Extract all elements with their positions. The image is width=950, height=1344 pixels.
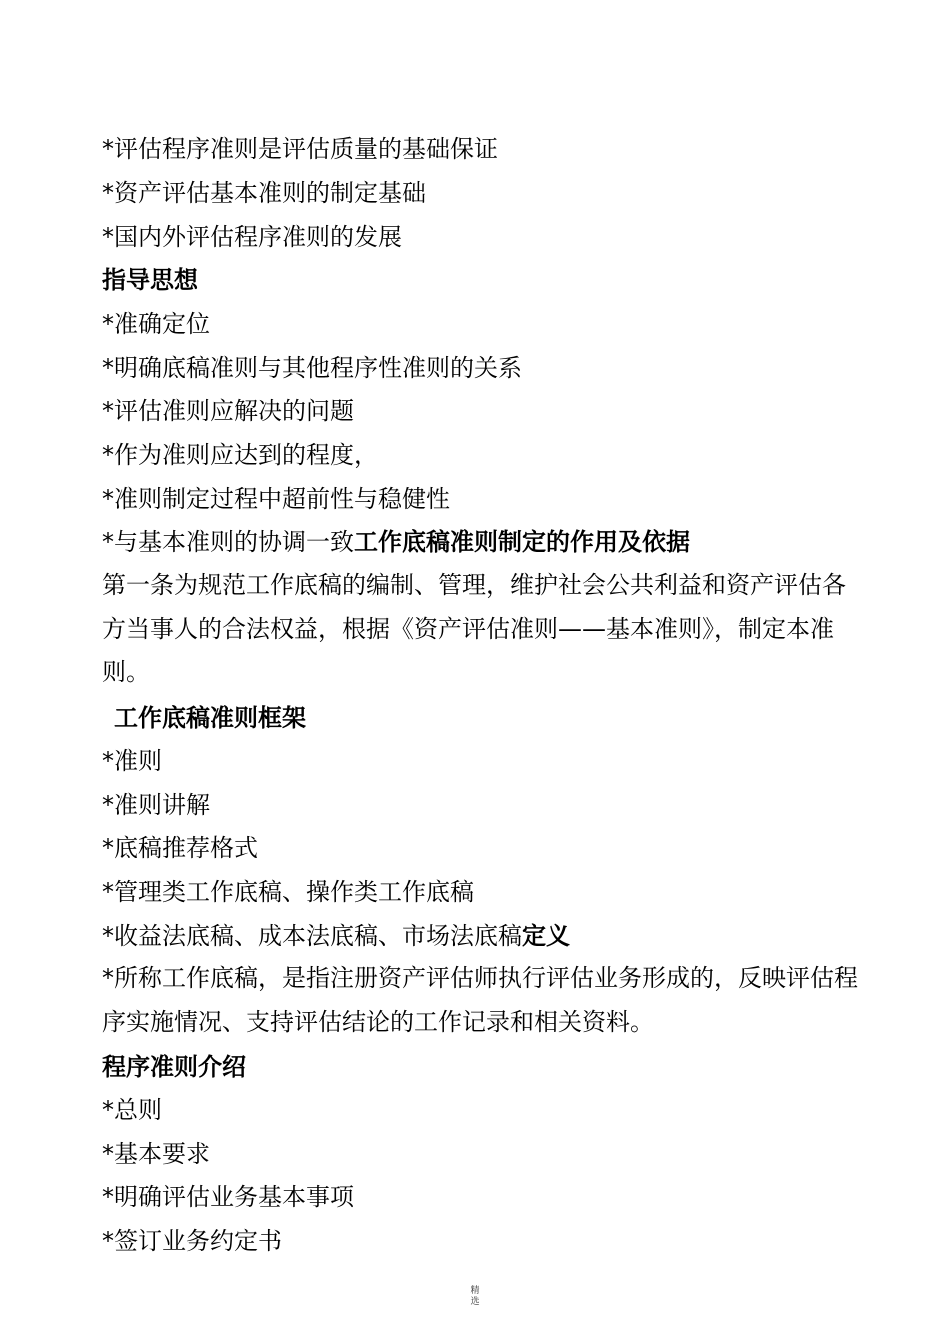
list-item — [102, 526, 690, 558]
list-item: *准则讲解 — [102, 791, 210, 819]
list-item: *基本要求 — [102, 1140, 210, 1168]
list-item: *国内外评估程序准则的发展 — [102, 223, 402, 251]
section-heading: 指导思想 — [102, 266, 198, 294]
list-item: *明确评估业务基本事项 — [102, 1183, 354, 1211]
list-item-text: *与基本准则的协调一致 — [102, 528, 354, 556]
footer-char: 选 — [470, 1297, 480, 1307]
list-item: *准则制定过程中超前性与稳健性 — [102, 485, 450, 513]
section-heading: 程序准则介绍 — [102, 1053, 246, 1081]
list-item-text: *收益法底稿、成本法底稿、市场法底稿 — [102, 922, 522, 950]
list-item: *底稿推荐格式 — [102, 834, 258, 862]
section-heading: 工作底稿准则框架 — [114, 704, 306, 732]
list-item: *明确底稿准则与其他程序性准则的关系 — [102, 354, 522, 382]
section-heading: 工作底稿准则制定的作用及依据 — [354, 528, 690, 556]
list-item: *总则 — [102, 1096, 162, 1124]
footer-char: 精 — [470, 1286, 480, 1296]
body-paragraph: 第一条为规范工作底稿的编制、管理，维护社会公共利益和资产评估各方当事人的合法权益，根据《资产评估准则——基本准则》，制定本准则。 — [102, 571, 846, 687]
list-item: *评估准则应解决的问题 — [102, 397, 354, 425]
body-paragraph: *所称工作底稿，是指注册资产评估师执行评估业务形成的，反映评估程序实施情况、支持评估结论的工作记录和相关资料。 — [102, 964, 858, 1036]
list-item: *准则 — [102, 747, 162, 775]
list-item: *作为准则应达到的程度， — [102, 441, 378, 469]
section-heading: 定义 — [522, 922, 570, 950]
list-item: *准确定位 — [102, 310, 210, 338]
list-item — [102, 920, 570, 952]
list-item: *签订业务约定书 — [102, 1227, 282, 1255]
list-item: *管理类工作底稿、操作类工作底稿 — [102, 878, 474, 906]
list-item: *评估程序准则是评估质量的基础保证 — [102, 135, 498, 163]
list-item: *资产评估基本准则的制定基础 — [102, 179, 426, 207]
page-footer-mark — [0, 1286, 950, 1308]
